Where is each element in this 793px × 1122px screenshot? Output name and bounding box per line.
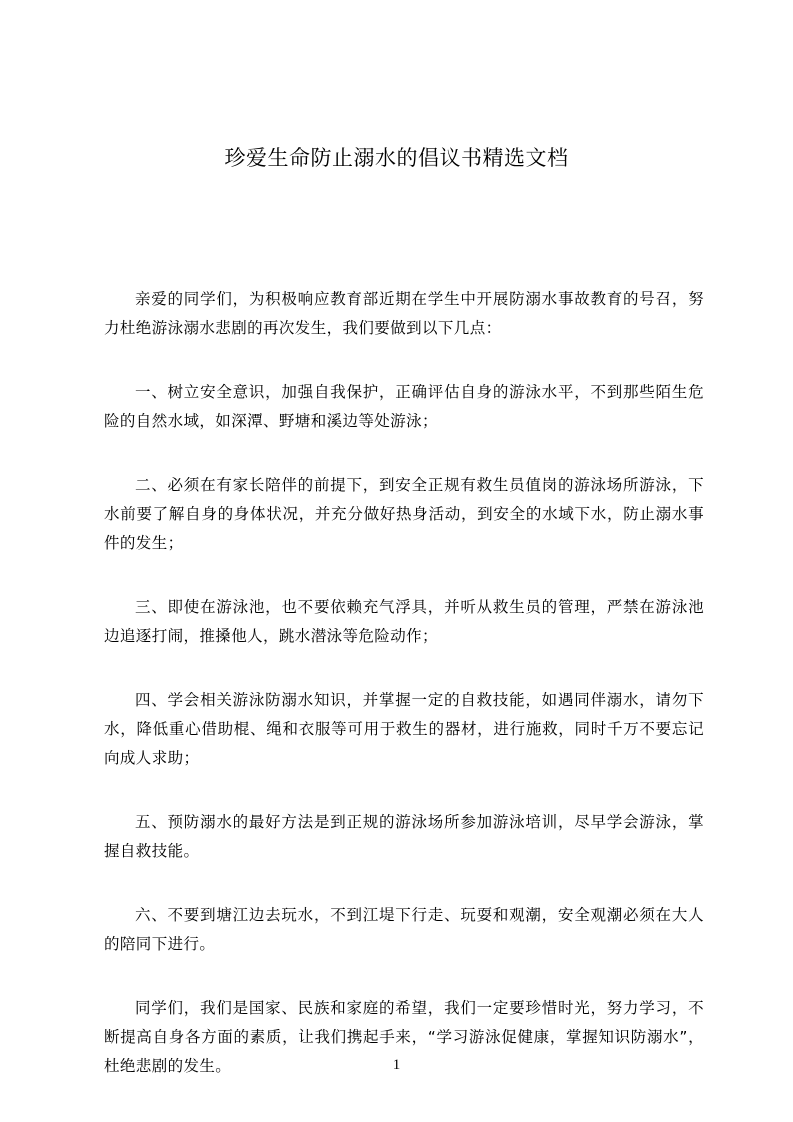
paragraph-point-2: 二、必须在有家长陪伴的前提下，到安全正规有救生员值岗的游泳场所游泳，下水前要了解自身的身体状况，并充分做好热身活动，到安全的水域下水，防止溺水事件的发生； — [104, 476, 704, 552]
paragraph-point-4: 四、学会相关游泳防溺水知识，并掌握一定的自救技能，如遇同伴溺水，请勿下水，降低重心借助棍、绳和衣服等可用于救生的器材，进行施救，同时千万不要忘记向成人求助； — [104, 691, 704, 767]
document-body — [104, 285, 704, 1116]
document-title: 珍爱生命防止溺水的倡议书精选文档 — [224, 146, 569, 170]
paragraph-closing: 同学们，我们是国家、民族和家庭的希望，我们一定要珍惜时光，努力学习，不断提高自身各方面的素质，让我们携起手来，“学习游泳促健康，掌握知识防溺水”，杜绝悲剧的发生。 — [104, 999, 704, 1075]
paragraph-point-6: 六、不要到塘江边去玩水，不到江堤下行走、玩耍和观潮，安全观潮必须在大人的陪同下进行。 — [104, 906, 704, 953]
paragraph-point-3: 三、即使在游泳池，也不要依赖充气浮具，并听从救生员的管理，严禁在游泳池边追逐打闹，推搡他人，跳水潜泳等危险动作； — [104, 598, 704, 645]
paragraph-point-5: 五、预防溺水的最好方法是到正规的游泳场所参加游泳培训，尽早学会游泳，掌握自救技能。 — [104, 813, 704, 860]
page-number: 1 — [392, 1057, 401, 1073]
paragraph-greeting: 亲爱的同学们，为积极响应教育部近期在学生中开展防溺水事故教育的号召，努力杜绝游泳溺水悲剧的再次发生，我们要做到以下几点： — [104, 290, 704, 337]
paragraph-point-1: 一、树立安全意识，加强自我保护，正确评估自身的游泳水平，不到那些陌生危险的自然水域，如深潭、野塘和溪边等处游泳； — [104, 383, 704, 430]
